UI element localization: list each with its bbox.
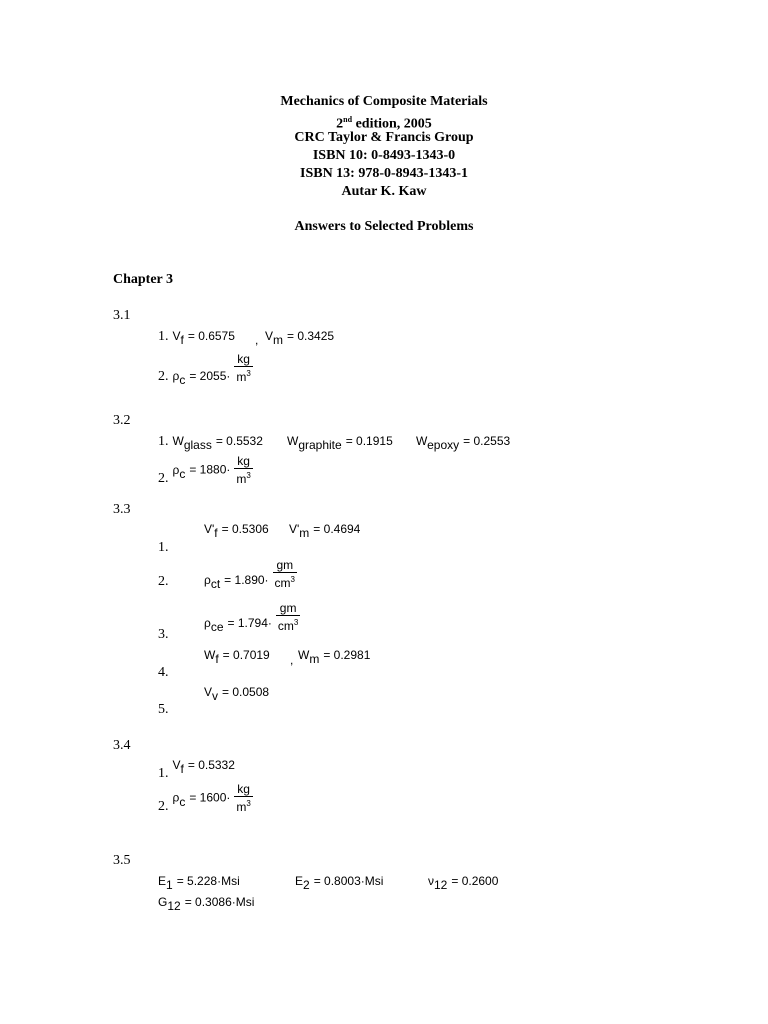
symbol: E [158, 874, 167, 888]
subscript: ct [210, 576, 221, 591]
answer-row [158, 893, 254, 911]
unit-numerator: gm [273, 558, 297, 573]
symbol: W [416, 434, 428, 448]
subscript: 12 [434, 878, 448, 892]
unit-fraction [234, 454, 252, 486]
unit-fraction [273, 558, 297, 590]
item-number: 2. [158, 470, 169, 486]
subscript: c [179, 466, 186, 481]
value: = 0.4694 [313, 522, 361, 536]
symbol: V [172, 329, 181, 343]
value: = 0.1915 [345, 434, 393, 448]
unit-fraction [234, 352, 252, 384]
value: = 0.2553 [463, 434, 511, 448]
value: = 0.5306 [221, 522, 269, 536]
value: = 0.6575 [187, 329, 235, 343]
symbol: V [265, 329, 274, 343]
subscript: c [179, 372, 186, 387]
unit-base: m [236, 800, 247, 814]
unit-exponent: 3 [246, 369, 251, 378]
answer-row [416, 432, 510, 450]
value: = 0.3425 [287, 329, 335, 343]
separator-comma: , [255, 333, 259, 347]
symbol: ρ [172, 790, 180, 805]
publisher: CRC Taylor & Francis Group [294, 130, 474, 145]
subscript: m [309, 652, 320, 666]
subscript: m [299, 526, 310, 540]
unit-exponent: 3 [293, 618, 299, 627]
chapter-heading: Chapter 3 [113, 272, 174, 287]
value: = 0.5532 [215, 434, 263, 448]
value: = 5.228·Msi [176, 874, 240, 888]
answer-row [298, 646, 370, 664]
item-number: 2. [158, 798, 169, 814]
value: = 0.3086·Msi [184, 895, 255, 909]
symbol: W [298, 648, 310, 662]
book-title: Mechanics of Composite Materials [280, 94, 488, 109]
subscript: f [214, 526, 218, 540]
symbol: W [287, 434, 299, 448]
answer-row [204, 558, 297, 590]
symbol: W [204, 648, 216, 662]
answer-row [158, 454, 253, 486]
unit-denominator [234, 797, 252, 814]
unit-exponent: 3 [246, 799, 251, 808]
subscript: graphite [298, 438, 342, 452]
answer-row [204, 520, 269, 538]
item-number: 1. [158, 540, 169, 555]
subscript: c [179, 794, 186, 809]
item-number: 1. [158, 434, 169, 449]
value: = 0.2981 [323, 648, 371, 662]
subscript: f [180, 333, 184, 347]
subscript: ce [210, 619, 224, 634]
subscript: 2 [303, 878, 310, 892]
value: = 1600· [189, 790, 231, 805]
symbol: W [172, 434, 184, 448]
answer-row [158, 327, 235, 345]
unit-base: cm [274, 576, 291, 590]
value: = 1.890· [224, 572, 269, 587]
value: = 0.7019 [222, 648, 270, 662]
unit-numerator: gm [276, 601, 300, 616]
unit-fraction [276, 601, 300, 633]
isbn-13: ISBN 13: 978-0-8943-1343-1 [300, 166, 468, 181]
item-number: 4. [158, 665, 169, 680]
symbol: V' [204, 522, 215, 536]
symbol: ρ [204, 572, 211, 587]
symbol: V [172, 758, 181, 772]
subscript: m [273, 333, 284, 347]
edition-text: edition, 2005 [352, 116, 432, 132]
answer-row [204, 646, 270, 664]
symbol: G [158, 895, 168, 909]
symbol: V [204, 685, 213, 699]
unit-numerator: kg [234, 454, 252, 469]
answer-row [265, 327, 334, 345]
unit-base: m [236, 370, 247, 384]
answer-row [158, 872, 240, 890]
symbol: ρ [204, 615, 211, 630]
item-number: 2. [158, 574, 169, 589]
answer-row [158, 782, 253, 814]
symbol: ν [428, 874, 434, 888]
subtitle: Answers to Selected Problems [294, 219, 474, 234]
answer-row [158, 756, 235, 781]
answer-row [295, 872, 383, 890]
answer-row [158, 352, 253, 387]
value: = 1.794· [227, 615, 272, 630]
problem-number: 3.3 [113, 502, 131, 517]
value: = 2055· [189, 368, 231, 383]
subscript: f [180, 762, 184, 776]
subscript: v [212, 689, 219, 703]
unit-base: m [236, 472, 247, 486]
subscript: 12 [167, 899, 181, 913]
item-number: 1. [158, 329, 169, 344]
subscript: f [215, 652, 219, 666]
item-number: 5. [158, 702, 169, 717]
unit-numerator: kg [234, 782, 252, 797]
symbol: ρ [172, 368, 180, 383]
subscript: 1 [166, 878, 173, 892]
edition-number: 2 [336, 116, 344, 132]
problem-number: 3.5 [113, 853, 131, 868]
value: = 0.5332 [187, 758, 235, 772]
value: = 0.0508 [222, 685, 270, 699]
edition-suffix: nd [343, 115, 353, 124]
unit-exponent: 3 [246, 471, 251, 480]
separator-comma: , [290, 653, 294, 667]
answer-row [204, 601, 300, 633]
unit-base: cm [277, 619, 294, 633]
unit-denominator [234, 469, 252, 486]
unit-fraction [234, 782, 252, 814]
value: = 1880· [189, 462, 231, 477]
isbn-10: ISBN 10: 0-8493-1343-0 [312, 148, 456, 163]
unit-numerator: kg [234, 352, 252, 367]
item-number: 1. [158, 766, 169, 781]
answer-row [289, 520, 360, 538]
symbol: ρ [172, 462, 180, 477]
value: = 0.2600 [451, 874, 499, 888]
unit-denominator [273, 573, 297, 590]
answer-row [204, 683, 269, 701]
problem-number: 3.4 [113, 738, 131, 753]
answer-row [428, 872, 498, 890]
symbol: V' [289, 522, 300, 536]
symbol: E [295, 874, 304, 888]
unit-denominator [276, 616, 300, 633]
subscript: epoxy [427, 438, 460, 452]
answer-row [287, 432, 393, 450]
unit-denominator [234, 367, 252, 384]
subscript: glass [183, 438, 212, 452]
unit-exponent: 3 [290, 575, 295, 584]
item-number: 3. [158, 627, 169, 642]
author: Autar K. Kaw [341, 184, 427, 199]
problem-number: 3.2 [113, 413, 131, 428]
answer-row [158, 432, 263, 450]
problem-number: 3.1 [113, 308, 131, 323]
value: = 0.8003·Msi [313, 874, 384, 888]
item-number: 2. [158, 368, 169, 384]
